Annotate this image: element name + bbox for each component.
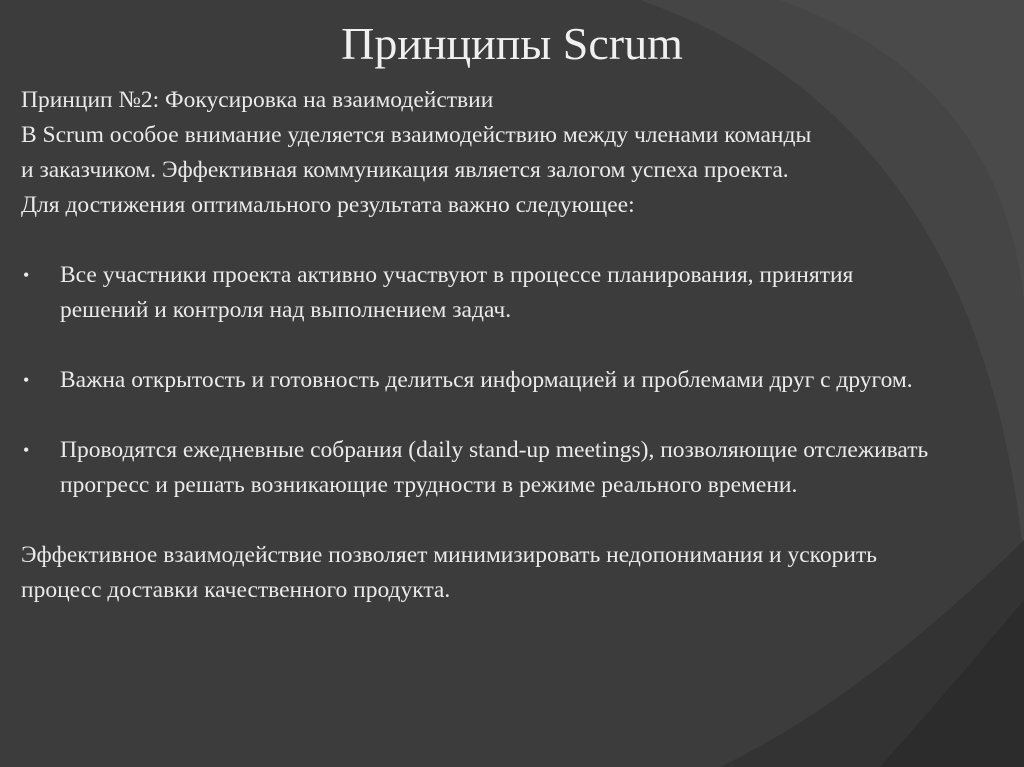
conclusion-text: Эффективное взаимодействие позволяет минимизировать недопонимания и ускорить процесс доставки качественного продукта.	[21, 542, 877, 603]
bullet-item	[21, 433, 990, 503]
intro-line: и заказчиком. Эффективная коммуникация является залогом успеха проекта.	[21, 157, 789, 183]
bullet-list	[21, 258, 1001, 503]
bullet-dot-icon: •	[23, 440, 30, 460]
intro-text	[21, 118, 1001, 223]
bullet-dot-icon: •	[23, 370, 30, 390]
bullet-dot-icon: •	[23, 265, 30, 285]
slide-content	[21, 83, 1001, 608]
bullet-text: Важна открытость и готовность делиться информацией и проблемами друг с другом.	[60, 367, 913, 393]
bullet-item	[21, 258, 920, 328]
bullet-text: Все участники проекта активно участвуют в процессе планирования, принятия решений и контроля над выполнением задач.	[60, 262, 854, 323]
bullet-item	[21, 363, 1000, 398]
intro-line: Для достижения оптимального результата важно следующее:	[21, 192, 635, 218]
principle-heading: Принцип №2: Фокусировка на взаимодействии	[21, 87, 494, 113]
intro-line: В Scrum особое внимание уделяется взаимодействию между членами команды	[21, 122, 812, 148]
slide-title: Принципы Scrum	[341, 18, 683, 69]
bullet-text: Проводятся ежедневные собрания (daily stand-up meetings), позволяющие отслеживать прогресс и решать возникающие трудности в режиме реального времени.	[60, 437, 929, 498]
